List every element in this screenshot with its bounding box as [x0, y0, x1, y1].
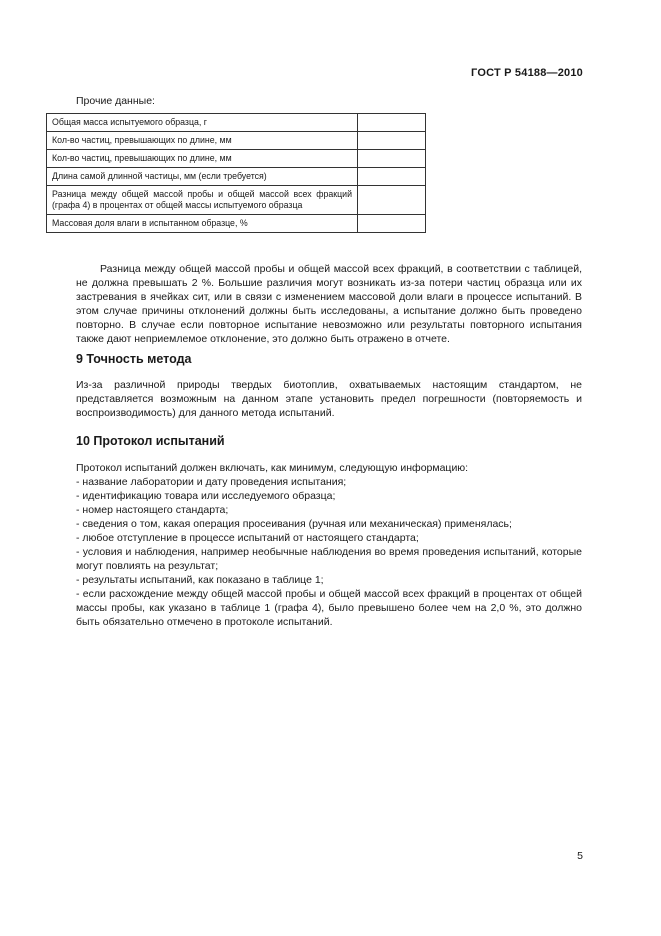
paragraph-text: Разница между общей массой пробы и общей массой всех фракций, в соответствии с таблицей, не должна превышать 2 %. Большие различия могут возникать из-за потери частиц образца или их застревания в ячейках сит, или в связи с изменением массовой доли влаги в процессе испытаний. В этом случае причины отклонений должны быть исследованы, а испытание должно быть проведено повторно. В случае если повторное испытание невозможно или результаты повторного испытания также дают неприемлемое отклонение, это должно быть отражено в отчете. — [76, 263, 582, 345]
section-9-body — [76, 378, 582, 420]
table-cell-value — [358, 132, 426, 150]
list-item: - если расхождение между общей массой пробы и общей массой всех фракций в процентах от общей массы пробы, как указано в таблице 1 (графа 4), было превышено более чем на 2,0 %, это должно быть обязательно отмечено в протоколе испытаний. — [76, 588, 582, 628]
table-cell-label: Кол-во частиц, превышающих по длине, мм — [47, 132, 358, 150]
other-data-table — [46, 113, 426, 233]
list-item: - название лаборатории и дату проведения испытания; — [76, 476, 347, 488]
list-item: - любое отступление в процессе испытаний от настоящего стандарта; — [76, 532, 419, 544]
section-10-title: 10 Протокол испытаний — [76, 434, 225, 448]
table-row — [47, 132, 426, 150]
other-data-label: Прочие данные: — [76, 95, 155, 107]
table-cell-label: Разница между общей массой пробы и общей массой всех фракций (графа 4) в процентах от общей массы испытуемого образца — [47, 186, 358, 215]
table-cell-label: Массовая доля влаги в испытанном образце, % — [47, 215, 358, 233]
document-id: ГОСТ Р 54188—2010 — [471, 67, 583, 79]
table-row — [47, 150, 426, 168]
table-row — [47, 168, 426, 186]
list-item: - идентификацию товара или исследуемого образца; — [76, 490, 336, 502]
table-cell-value — [358, 186, 426, 215]
list-item: - условия и наблюдения, например необычные наблюдения во время проведения испытаний, которые могут повлиять на результат; — [76, 546, 582, 572]
table-cell-label: Общая масса испытуемого образца, г — [47, 114, 358, 132]
table-cell-value — [358, 168, 426, 186]
paragraph-text: Из-за различной природы твердых биотоплив, охватываемых настоящим стандартом, не представляется возможным на данном этапе установить предел погрешности (повторяемость и воспроизводимость) для данного метода испытаний. — [76, 379, 582, 419]
section-9-title: 9 Точность метода — [76, 352, 192, 366]
table-cell-label: Кол-во частиц, превышающих по длине, мм — [47, 150, 358, 168]
table-cell-label: Длина самой длинной частицы, мм (если требуется) — [47, 168, 358, 186]
table-row — [47, 186, 426, 215]
table-row — [47, 215, 426, 233]
list-item: - номер настоящего стандарта; — [76, 504, 229, 516]
page-number: 5 — [577, 850, 583, 862]
table-cell-value — [358, 215, 426, 233]
list-item: - результаты испытаний, как показано в таблице 1; — [76, 574, 324, 586]
table-row — [47, 114, 426, 132]
table-cell-value — [358, 114, 426, 132]
protocol-intro: Протокол испытаний должен включать, как минимум, следующую информацию: — [76, 462, 469, 474]
section-10-body — [76, 461, 582, 629]
deviation-paragraph — [76, 262, 582, 346]
table-cell-value — [358, 150, 426, 168]
list-item: - сведения о том, какая операция просеивания (ручная или механическая) применялась; — [76, 518, 512, 530]
